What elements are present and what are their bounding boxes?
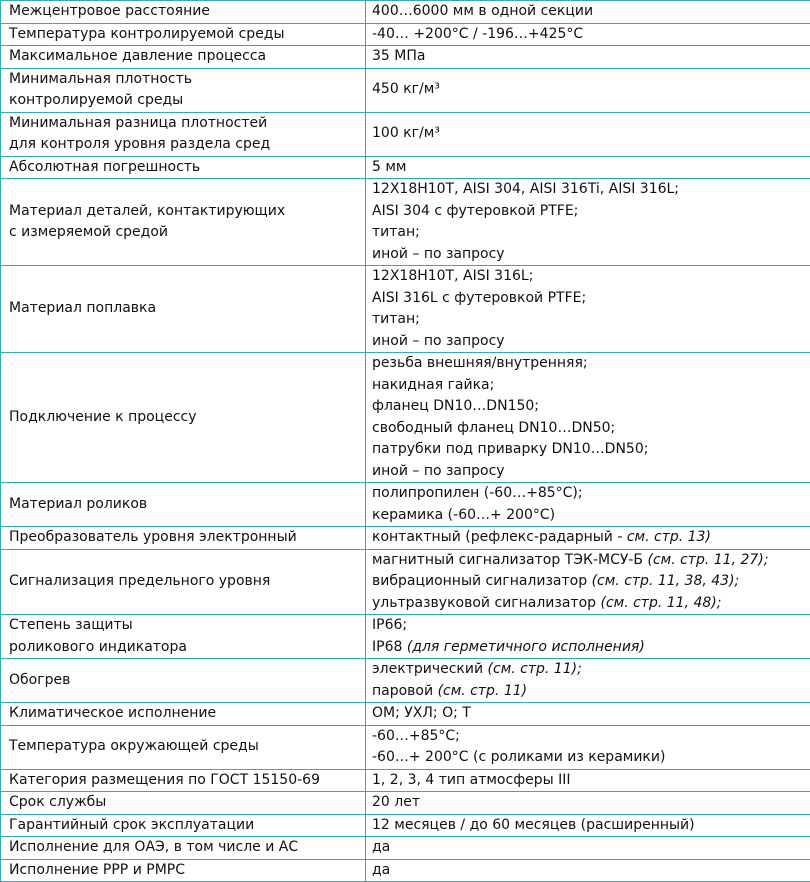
value-text: магнитный сигнализатор ТЭК-МСУ-Б: [372, 552, 647, 568]
table-row: [1, 179, 810, 266]
table-row: [1, 68, 810, 112]
parameter-value-line: [372, 288, 802, 310]
table-row: [1, 353, 810, 483]
table-row: [1, 549, 810, 615]
parameter-value-cell: [366, 703, 810, 726]
parameter-name-cell: [1, 659, 366, 703]
parameter-value-line: [372, 418, 802, 440]
parameter-value-line: [372, 770, 802, 792]
parameter-name-line: Обогрев: [9, 670, 357, 692]
parameter-name-line: Срок службы: [9, 792, 357, 814]
parameter-name-cell: [1, 1, 366, 24]
parameter-value-line: [372, 1, 802, 23]
page-reference: (см. стр. 11, 48);: [600, 595, 721, 611]
parameter-value-cell: [366, 837, 810, 860]
parameter-value-line: [372, 201, 802, 223]
parameter-value-line: [372, 331, 802, 353]
parameter-name-line: Минимальная плотность: [9, 69, 357, 91]
parameter-value-line: [372, 396, 802, 418]
table-row: [1, 615, 810, 659]
parameter-value-cell: [366, 23, 810, 46]
table-row: [1, 792, 810, 815]
parameter-name-cell: [1, 46, 366, 69]
parameter-name-cell: [1, 23, 366, 46]
parameter-name-line: Минимальная разница плотностей: [9, 113, 357, 135]
parameter-value-line: [372, 439, 802, 461]
value-text: полипропилен (-60…+85°С);: [372, 485, 583, 501]
parameter-value-cell: [366, 659, 810, 703]
value-text: -60…+85°С;: [372, 728, 460, 744]
parameter-value-line: [372, 505, 802, 527]
table-row: [1, 527, 810, 550]
specifications-body: [1, 1, 810, 882]
page-reference: см. стр. 13): [627, 529, 711, 545]
table-row: [1, 46, 810, 69]
parameter-name-line: Температура контролируемой среды: [9, 24, 357, 46]
value-text: -60…+ 200°С (с роликами из керамики): [372, 749, 665, 765]
value-text: иной – по запросу: [372, 333, 505, 349]
parameter-name-cell: [1, 725, 366, 769]
value-text: контактный (рефлекс-радарный -: [372, 529, 627, 545]
value-text: вибрационный сигнализатор: [372, 573, 592, 589]
value-text: фланец DN10…DN150;: [372, 398, 539, 414]
parameter-value-line: [372, 726, 802, 748]
parameter-value-line: [372, 593, 802, 615]
parameter-value-cell: [366, 68, 810, 112]
parameter-value-line: [372, 615, 802, 637]
parameter-name-line: Подключение к процессу: [9, 407, 357, 429]
value-text: 450 кг/м³: [372, 81, 440, 97]
parameter-value-line: [372, 266, 802, 288]
page-reference: (для герметичного исполнения): [407, 639, 645, 655]
parameter-name-cell: [1, 483, 366, 527]
parameter-name-line: Степень защиты: [9, 615, 357, 637]
parameter-value-line: [372, 244, 802, 266]
value-text: 12Х18Н10Т, AISI 316L;: [372, 268, 533, 284]
value-text: -40… +200°С / -196…+425°С: [372, 26, 583, 42]
parameter-value-cell: [366, 769, 810, 792]
parameter-value-cell: [366, 353, 810, 483]
table-row: [1, 23, 810, 46]
value-text: иной – по запросу: [372, 463, 505, 479]
parameter-name-line: для контроля уровня раздела сред: [9, 134, 357, 156]
parameter-name-line: контролируемой среды: [9, 90, 357, 112]
parameter-name-cell: [1, 527, 366, 550]
parameter-value-line: [372, 837, 802, 859]
value-text: 100 кг/м³: [372, 125, 440, 141]
parameter-value-line: [372, 860, 802, 882]
parameter-value-cell: [366, 859, 810, 882]
parameter-name-line: Климатическое исполнение: [9, 703, 357, 725]
value-text: IP68: [372, 639, 407, 655]
parameter-name-line: Материал роликов: [9, 494, 357, 516]
value-text: AISI 316L с футеровкой PTFE;: [372, 290, 586, 306]
parameter-value-cell: [366, 1, 810, 24]
page-reference: (см. стр. 11);: [488, 661, 582, 677]
parameter-value-cell: [366, 527, 810, 550]
page-reference: (см. стр. 11, 27);: [647, 552, 768, 568]
parameter-name-line: Исполнение РРР и РМРС: [9, 860, 357, 882]
table-row: [1, 725, 810, 769]
value-text: 12Х18Н10Т, AISI 304, AISI 316Ti, AISI 316L;: [372, 181, 679, 197]
parameter-value-line: [372, 353, 802, 375]
parameter-value-cell: [366, 179, 810, 266]
table-row: [1, 859, 810, 882]
parameter-value-line: [372, 157, 802, 179]
parameter-name-cell: [1, 266, 366, 353]
parameter-name-line: Гарантийный срок эксплуатации: [9, 815, 357, 837]
parameter-value-cell: [366, 615, 810, 659]
value-text: 12 месяцев / до 60 месяцев (расширенный): [372, 817, 695, 833]
parameter-name-line: Температура окружающей среды: [9, 736, 357, 758]
value-text: накидная гайка;: [372, 377, 494, 393]
parameter-value-line: [372, 461, 802, 483]
parameter-value-line: [372, 792, 802, 814]
parameter-name-cell: [1, 769, 366, 792]
parameter-value-line: [372, 571, 802, 593]
value-text: паровой: [372, 683, 438, 699]
value-text: да: [372, 839, 390, 855]
value-text: иной – по запросу: [372, 246, 505, 262]
value-text: да: [372, 862, 390, 878]
parameter-name-cell: [1, 837, 366, 860]
parameter-name-line: роликового индикатора: [9, 637, 357, 659]
parameter-value-line: [372, 747, 802, 769]
parameter-name-cell: [1, 353, 366, 483]
parameter-name-cell: [1, 859, 366, 882]
parameter-value-cell: [366, 549, 810, 615]
page-reference: (см. стр. 11): [438, 683, 528, 699]
parameter-value-line: [372, 659, 802, 681]
parameter-value-cell: [366, 792, 810, 815]
parameter-value-line: [372, 309, 802, 331]
parameter-value-line: [372, 527, 802, 549]
parameter-name-cell: [1, 792, 366, 815]
parameter-name-cell: [1, 615, 366, 659]
parameter-name-cell: [1, 156, 366, 179]
parameter-value-line: [372, 703, 802, 725]
parameter-value-cell: [366, 156, 810, 179]
value-text: титан;: [372, 224, 420, 240]
table-row: [1, 112, 810, 156]
parameter-value-line: [372, 637, 802, 659]
value-text: керамика (-60…+ 200°С): [372, 507, 555, 523]
parameter-name-line: Материал деталей, контактирующих: [9, 201, 357, 223]
parameter-name-line: Исполнение для ОАЭ, в том числе и АС: [9, 837, 357, 859]
parameter-value-line: [372, 24, 802, 46]
value-text: 1, 2, 3, 4 тип атмосферы III: [372, 772, 571, 788]
value-text: титан;: [372, 311, 420, 327]
value-text: AISI 304 с футеровкой PTFE;: [372, 203, 578, 219]
value-text: патрубки под приварку DN10…DN50;: [372, 441, 648, 457]
value-text: 20 лет: [372, 794, 420, 810]
parameter-name-line: Преобразователь уровня электронный: [9, 527, 357, 549]
parameter-name-cell: [1, 814, 366, 837]
parameter-name-line: Абсолютная погрешность: [9, 157, 357, 179]
parameter-value-line: [372, 375, 802, 397]
parameter-name-line: Сигнализация предельного уровня: [9, 571, 357, 593]
parameter-value-line: [372, 222, 802, 244]
table-row: [1, 769, 810, 792]
table-row: [1, 814, 810, 837]
parameter-name-line: Межцентровое расстояние: [9, 1, 357, 23]
value-text: резьба внешняя/внутренняя;: [372, 355, 588, 371]
parameter-name-line: Материал поплавка: [9, 298, 357, 320]
value-text: 400…6000 мм в одной секции: [372, 3, 593, 19]
parameter-value-line: [372, 550, 802, 572]
parameter-value-line: [372, 79, 802, 101]
parameter-name-cell: [1, 68, 366, 112]
parameter-value-cell: [366, 266, 810, 353]
parameter-value-line: [372, 179, 802, 201]
parameter-value-line: [372, 46, 802, 68]
parameter-value-line: [372, 815, 802, 837]
parameter-name-cell: [1, 179, 366, 266]
parameter-value-cell: [366, 112, 810, 156]
table-row: [1, 703, 810, 726]
parameter-name-line: Максимальное давление процесса: [9, 46, 357, 68]
table-row: [1, 266, 810, 353]
value-text: электрический: [372, 661, 488, 677]
table-row: [1, 156, 810, 179]
parameter-value-line: [372, 123, 802, 145]
value-text: ультразвуковой сигнализатор: [372, 595, 600, 611]
table-row: [1, 659, 810, 703]
parameter-value-cell: [366, 814, 810, 837]
parameter-name-line: Категория размещения по ГОСТ 15150-69: [9, 770, 357, 792]
parameter-value-line: [372, 681, 802, 703]
table-row: [1, 837, 810, 860]
value-text: свободный фланец DN10…DN50;: [372, 420, 615, 436]
table-row: [1, 483, 810, 527]
parameter-value-line: [372, 483, 802, 505]
parameter-name-line: с измеряемой средой: [9, 222, 357, 244]
parameter-name-cell: [1, 703, 366, 726]
parameter-value-cell: [366, 483, 810, 527]
value-text: 35 МПа: [372, 48, 425, 64]
value-text: ОМ; УХЛ; О; Т: [372, 705, 471, 721]
parameter-name-cell: [1, 112, 366, 156]
parameter-value-cell: [366, 725, 810, 769]
value-text: 5 мм: [372, 159, 406, 175]
table-row: [1, 1, 810, 24]
parameter-name-cell: [1, 549, 366, 615]
parameter-value-cell: [366, 46, 810, 69]
value-text: IP66;: [372, 617, 407, 633]
page-reference: (см. стр. 11, 38, 43);: [592, 573, 740, 589]
